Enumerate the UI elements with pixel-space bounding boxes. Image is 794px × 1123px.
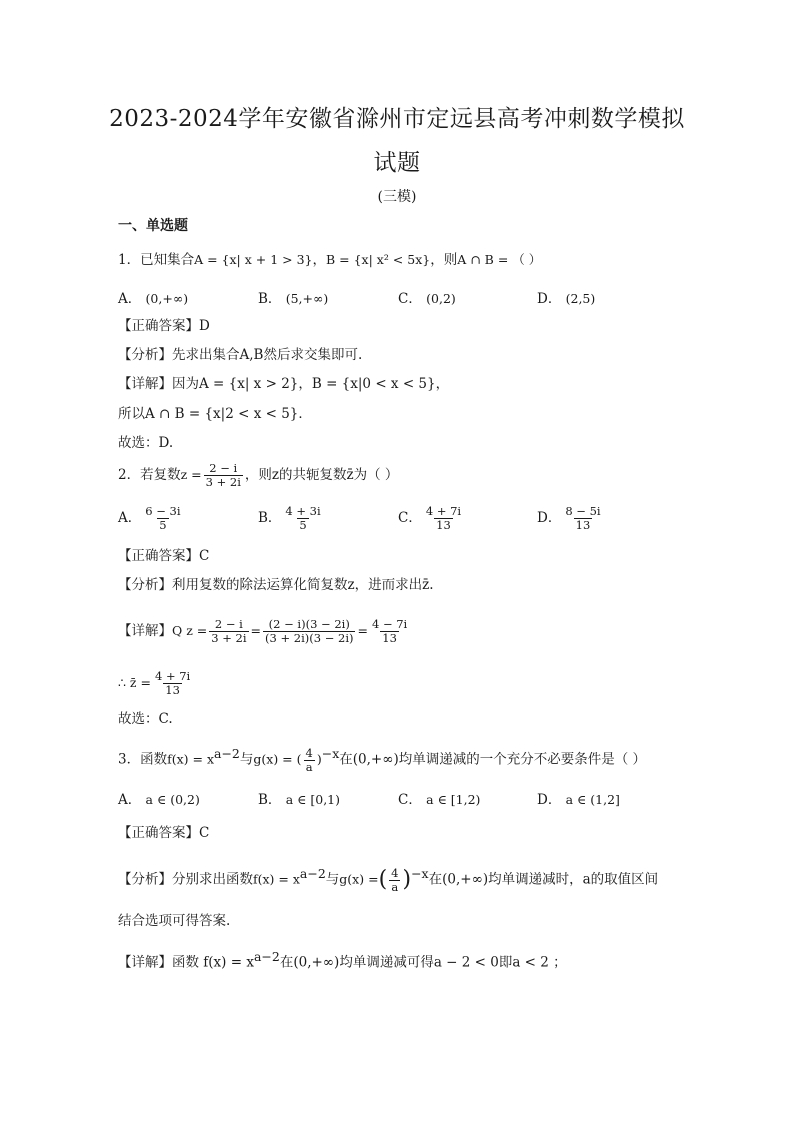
q1-set-b: B = {x| x² < 5x} <box>325 252 431 267</box>
fraction-numerator: 4 <box>391 865 399 880</box>
fraction-numerator: 8 − 5i <box>565 504 601 518</box>
q2-choose: 故选：C. <box>118 711 173 727</box>
q3-f-def: f(x) = x <box>167 751 214 767</box>
document-title-line2: 试题 <box>373 150 421 176</box>
option-fraction <box>143 505 182 532</box>
fraction-denominator: (3 + 2i)(3 − 2i) <box>265 631 354 645</box>
fraction-numerator: (2 − i)(3 − 2i) <box>268 617 350 631</box>
q2-option-b <box>258 505 325 532</box>
document-title-line1: 2023-2024学年安徽省滁州市定远县高考冲刺数学模拟 <box>109 106 685 132</box>
q3-analysis-suffix: 在(0,+∞)均单调递减时，a的取值区间 <box>428 871 659 888</box>
q2-fraction <box>204 462 243 489</box>
q2-detail-label: 【详解】 <box>118 623 172 639</box>
fraction-numerator: 4 − 7i <box>371 617 408 631</box>
option-letter: B． <box>258 510 282 526</box>
option-letter: D． <box>537 510 562 526</box>
option-letter: A． <box>118 792 142 808</box>
option-letter: C． <box>398 792 422 808</box>
q1-option-a <box>118 287 188 307</box>
fraction-numerator: 4 + 7i <box>425 504 462 518</box>
q3-option-c <box>398 788 480 808</box>
fraction-denominator: 13 <box>436 518 451 532</box>
q3-analysis-g: g(x) = <box>339 871 379 887</box>
fraction-denominator: 3 + 2i <box>211 631 247 645</box>
q2-stem-suffix: ，则z的共轭复数z̄为（ ） <box>244 467 399 483</box>
q3-analysis-line2: 结合选项可得答案. <box>118 913 231 929</box>
fraction-denominator: a <box>305 759 313 774</box>
q3-f-exponent: a−2 <box>214 746 240 761</box>
q2-detail-fraction-2 <box>263 618 355 645</box>
option-value: (0,2) <box>426 291 456 306</box>
q1-stem-suffix: ，则 <box>430 252 458 268</box>
fraction-denominator: 13 <box>575 518 591 532</box>
q1-option-b <box>258 287 328 307</box>
section-heading: 一、单选题 <box>118 218 188 234</box>
q2-analysis: 【分析】利用复数的除法运算化简复数z，进而求出z̄. <box>118 577 434 593</box>
q3-option-b <box>258 788 340 808</box>
option-fraction <box>563 505 602 532</box>
option-value: a ∈ [0,1) <box>285 792 341 807</box>
q1-choose: 故选：D. <box>118 435 174 451</box>
option-letter: A． <box>118 510 142 526</box>
q2-detail-fraction-3 <box>370 618 409 645</box>
fraction-denominator: 5 <box>299 518 307 532</box>
q3-detail-text: 【详解】函数 f(x) = x <box>118 954 254 971</box>
option-fraction <box>283 505 322 532</box>
q2-detail-lhs: Q z = <box>172 623 208 638</box>
q2-conjugate <box>118 670 194 697</box>
q2-stem-prefix: 2．若复数 <box>118 467 181 483</box>
fraction-denominator: a <box>391 879 399 894</box>
option-letter: D． <box>537 291 562 307</box>
q3-g-def: g(x) = ( <box>253 751 302 767</box>
q3-option-d <box>537 788 620 808</box>
q3-stem-suffix: 在(0,+∞)均单调递减的一个充分不必要条件是（ ） <box>339 751 647 768</box>
option-letter: D． <box>537 792 562 808</box>
q3-answer: 【正确答案】C <box>118 825 210 841</box>
q1-analysis: 【分析】先求出集合A,B然后求交集即可. <box>118 347 363 363</box>
q1-detail: 【详解】因为A = {x| x > 2}，B = {x|0 < x < 5}， <box>118 376 450 392</box>
question-2-stem <box>118 462 398 489</box>
option-value: a ∈ (0,2) <box>145 792 200 807</box>
fraction-denominator: 5 <box>159 518 167 532</box>
fraction-denominator: 3 + 2i <box>205 475 241 489</box>
q2-option-d <box>537 505 605 532</box>
fraction-numerator: 6 − 3i <box>145 504 181 518</box>
fraction-denominator: 13 <box>165 683 180 697</box>
q2-z-lhs: z = <box>180 467 202 482</box>
q2-conj-lhs: ∴ z̄ = <box>118 675 151 690</box>
q3-analysis-mid: 与 <box>325 871 340 888</box>
fraction-numerator: 4 + 7i <box>154 669 191 683</box>
fraction-numerator: 4 + 3i <box>285 504 321 518</box>
q3-option-a <box>118 788 200 808</box>
option-letter: C． <box>398 291 422 307</box>
q1-option-d <box>537 287 595 307</box>
q3-analysis-f-exponent: a−2 <box>299 866 326 881</box>
q1-option-c <box>398 287 456 307</box>
option-value: (5,+∞) <box>285 291 329 306</box>
q3-detail <box>118 947 567 973</box>
question-3-stem: 3．函数$f(x) = x^{a-2}$与g(x) = ( $\frac{4}{a}$ )$^{-x}$在(0,+∞)均单调递减的一个充分不必要条件是（ ） <box>118 745 647 774</box>
q3-mid: 与 <box>239 751 254 768</box>
option-value: a ∈ [1,2) <box>426 792 481 807</box>
q3-detail-exponent: a−2 <box>253 949 280 964</box>
q2-answer: 【正确答案】C <box>118 548 210 564</box>
q2-option-c <box>398 505 465 532</box>
option-value: a ∈ (1,2] <box>565 792 620 807</box>
q3-analysis: 【分析】分别求出函数$f(x) = x^{a-2}$与g(x) =( $\frac{4}{a}$ )$^{-x}$在(0,+∞)均单调递减时，a的取值区间 <box>118 865 659 894</box>
q1-detail-2: 所以A ∩ B = {x|2 < x < 5}． <box>118 406 312 422</box>
option-fraction <box>424 505 463 532</box>
q1-stem-prefix: 1．已知集合 <box>118 252 195 268</box>
q1-set-a: A = {x| x + 1 > 3} <box>194 252 313 267</box>
q3-g-exponent: −x <box>321 746 340 761</box>
q2-detail-fraction-1 <box>209 618 248 645</box>
q2-conj-fraction <box>153 670 192 697</box>
option-value: (0,+∞) <box>145 291 189 306</box>
option-letter: A． <box>118 291 142 307</box>
q3-analysis-g-fraction <box>389 867 400 894</box>
q3-detail-suffix: 在(0,+∞)均单调递减可得a − 2 < 0即a < 2 ； <box>279 954 567 971</box>
q2-detail: 【详解】Q z = $\frac{2 - i}{3 + 2i}$ = $\frac{(2 - i)(3 - 2i)}{(3 + 2i)(3 - 2i)}$ = $\frac{4 - 7i}{13}$ <box>118 617 408 645</box>
document-subtitle: (三模) <box>377 189 417 205</box>
question-1-stem <box>118 250 541 270</box>
q3-stem-prefix: 3．函数 <box>118 751 168 768</box>
option-letter: C． <box>398 510 422 526</box>
q2-option-a <box>118 505 185 532</box>
q1-answer: 【正确答案】D <box>118 318 210 334</box>
fraction-numerator: 2 − i <box>209 461 238 475</box>
q3-analysis-prefix: 【分析】分别求出函数 <box>118 871 253 888</box>
q1-comma: ， <box>312 252 326 268</box>
option-letter: B． <box>258 291 282 307</box>
q3-g-fraction <box>304 747 315 774</box>
q3-analysis-g-exponent: −x <box>411 866 429 881</box>
fraction-numerator: 4 <box>305 745 313 760</box>
option-letter: B． <box>258 792 282 808</box>
q1-ask: A ∩ B = （ ） <box>457 252 542 267</box>
fraction-denominator: 13 <box>382 631 397 645</box>
fraction-numerator: 2 − i <box>214 617 243 631</box>
q3-analysis-f: f(x) = x <box>253 871 300 887</box>
option-value: (2,5) <box>565 291 596 306</box>
